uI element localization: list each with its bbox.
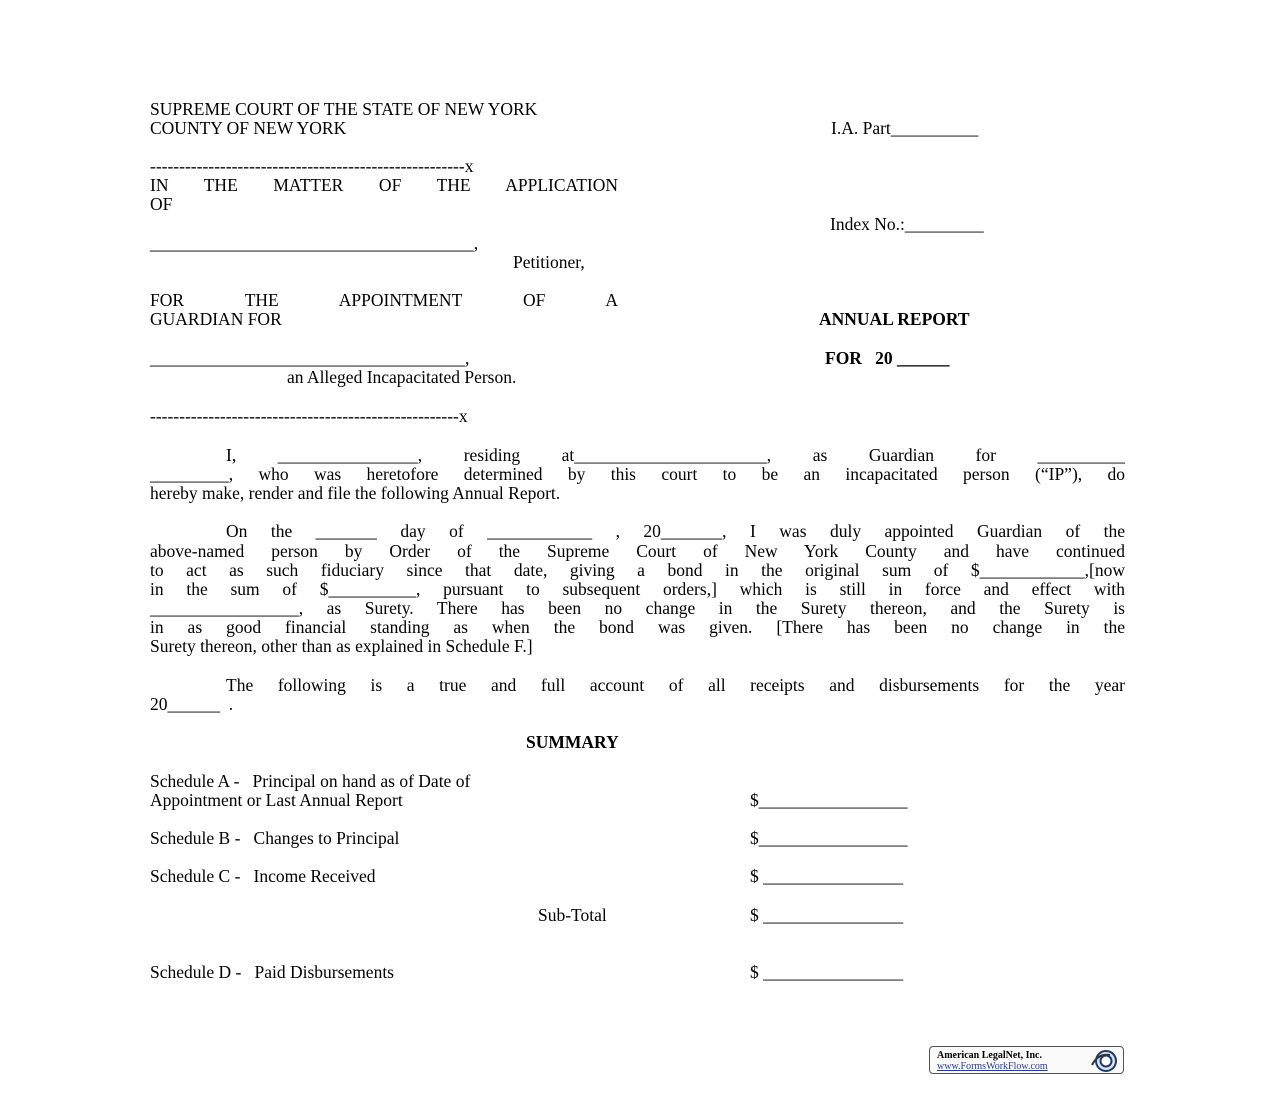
matter-heading-of: OF: [150, 194, 173, 214]
appointment-heading-2: GUARDIAN FOR: [150, 309, 282, 329]
paragraph-2-line-2: above-named person by Order of the Supreme Court of New York County and have continued: [150, 541, 1125, 561]
summary-row-a-amount[interactable]: $_________________: [750, 790, 908, 810]
paragraph-2-line-6: in as good financial standing as when the bond was given. [There has been no change in the: [150, 617, 1125, 637]
paragraph-2-line-7: Surety thereon, other than as explained in Schedule F.]: [150, 636, 533, 656]
paragraph-3-line-1: The following is a true and full account of all receipts and disbursements for the year: [226, 675, 1125, 695]
subtotal-label: Sub-Total: [538, 905, 607, 925]
subtotal-amount[interactable]: $ ________________: [750, 905, 904, 925]
summary-row-c-label: Schedule C - Income Received: [150, 866, 376, 886]
paragraph-2-line-3: to act as such fiduciary since that date, giving a bond in the original sum of $____________,[now: [150, 560, 1125, 580]
paragraph-2-line-5: _________________, as Surety. There has been no change in the Surety thereon, and the Surety is: [150, 598, 1125, 618]
paragraph-2-line-4: in the sum of $__________, pursuant to subsequent orders,] which is still in force and effect with: [150, 579, 1125, 599]
incapacitated-person-blank[interactable]: ____________________________________,: [150, 348, 470, 368]
summary-row-d-amount[interactable]: $ ________________: [750, 962, 904, 982]
paragraph-1-line-1: I, ________________, residing at______________________, as Guardian for __________: [226, 445, 1125, 465]
petitioner-blank[interactable]: _____________________________________,: [150, 233, 479, 253]
paragraph-2-line-1: On the _______ day of ____________ , 20_______, I was duly appointed Guardian of the: [226, 521, 1125, 541]
index-number-field[interactable]: Index No.:_________: [830, 214, 984, 234]
matter-heading: IN THE MATTER OF THE APPLICATION: [150, 175, 618, 195]
report-year-field[interactable]: FOR 20 ______: [825, 348, 950, 368]
summary-row-d-label: Schedule D - Paid Disbursements: [150, 962, 394, 982]
summary-heading: SUMMARY: [526, 732, 619, 752]
summary-row-a-label: Schedule A - Principal on hand as of Date of: [150, 771, 471, 791]
globe-icon: [1086, 1049, 1120, 1078]
summary-row-b-label: Schedule B - Changes to Principal: [150, 828, 400, 848]
court-name: SUPREME COURT OF THE STATE OF NEW YORK: [150, 99, 538, 119]
summary-row-a-label-2: Appointment or Last Annual Report: [150, 790, 403, 810]
summary-row-c-amount[interactable]: $ ________________: [750, 866, 904, 886]
publisher-badge[interactable]: [929, 1046, 1124, 1074]
summary-row-b-amount[interactable]: $_________________: [750, 828, 908, 848]
incapacitated-person-label: an Alleged Incapacitated Person.: [287, 367, 517, 387]
caption-divider-bottom: -----------------------------------------------------x: [150, 406, 468, 426]
report-title: ANNUAL REPORT: [819, 309, 970, 329]
petitioner-label: Petitioner,: [513, 252, 585, 272]
paragraph-1-line-3: hereby make, render and file the following Annual Report.: [150, 483, 561, 503]
paragraph-3-line-2: 20______ .: [150, 694, 234, 714]
appointment-heading: FOR THE APPOINTMENT OF A: [150, 290, 618, 310]
caption-divider-top: ------------------------------------------------------x: [150, 156, 474, 176]
publisher-url[interactable]: www.FormsWorkFlow.com: [937, 1061, 1048, 1072]
county-name: COUNTY OF NEW YORK: [150, 118, 347, 138]
paragraph-1-line-2: _________, who was heretofore determined by this court to be an incapacitated person (“IP”), do: [150, 464, 1125, 484]
publisher-name: American LegalNet, Inc.: [937, 1050, 1042, 1061]
ia-part-field[interactable]: I.A. Part__________: [831, 118, 979, 138]
